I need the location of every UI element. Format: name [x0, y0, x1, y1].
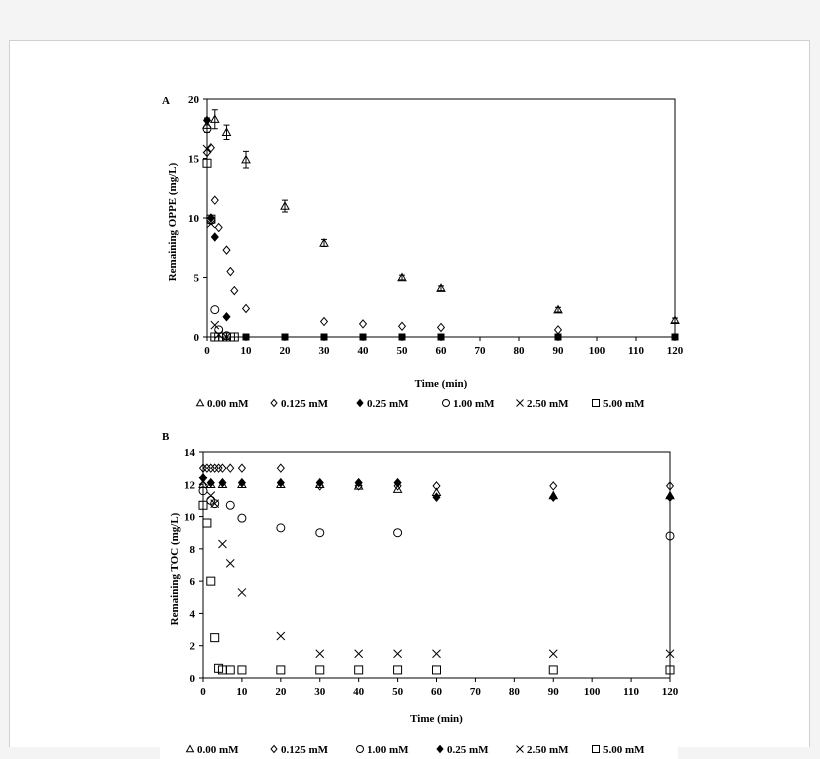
data-point: [360, 320, 367, 328]
x-tick-label: 90: [552, 345, 564, 357]
data-point: [277, 524, 285, 532]
x-axis-label: Time (min): [410, 713, 463, 725]
data-point: [218, 540, 226, 548]
x-tick-label: 30: [314, 686, 326, 698]
data-point: [211, 306, 219, 314]
panel-label: A: [162, 95, 170, 107]
data-point: [555, 334, 562, 341]
x-tick-label: 10: [236, 686, 248, 698]
data-point: [394, 650, 402, 658]
x-tick-label: 70: [474, 345, 486, 357]
data-point: [316, 666, 324, 674]
data-point: [238, 514, 246, 522]
y-tick-label: 20: [188, 94, 199, 106]
data-point: [227, 268, 234, 276]
x-tick-label: 0: [204, 345, 210, 357]
data-point: [555, 326, 562, 334]
legend-label: 5.00 mM: [603, 744, 645, 756]
data-point: [667, 493, 674, 501]
data-point: [231, 287, 238, 295]
legend-marker: [437, 746, 443, 753]
data-point: [207, 492, 215, 500]
panel-a: [162, 94, 684, 410]
data-point: [321, 318, 328, 326]
y-tick-label: 6: [189, 576, 195, 589]
data-point: [277, 666, 285, 674]
data-point: [399, 334, 406, 341]
x-tick-label: 110: [623, 686, 640, 698]
data-point: [355, 666, 363, 674]
figure: [160, 91, 684, 759]
data-point: [215, 224, 222, 232]
data-point: [238, 588, 246, 596]
legend-label: 1.00 mM: [453, 398, 495, 410]
x-tick-label: 20: [279, 345, 291, 357]
x-tick-label: 60: [435, 345, 447, 357]
series-0-125-mM: [200, 464, 674, 490]
y-axis-label: Remaining OPPE (mg/L): [167, 162, 179, 282]
legend-label: 2.50 mM: [527, 398, 569, 410]
data-point: [550, 482, 557, 490]
y-tick-label: 12: [184, 479, 195, 492]
panel-b: [162, 431, 679, 756]
x-tick-label: 120: [666, 345, 684, 357]
data-point: [243, 334, 250, 341]
data-point: [399, 322, 406, 330]
legend-marker: [517, 746, 524, 753]
y-tick-label: 10: [188, 213, 199, 225]
data-point: [211, 233, 218, 241]
legend-label: 0.125 mM: [281, 398, 329, 410]
legend: [187, 744, 646, 756]
x-tick-label: 100: [588, 345, 606, 357]
legend-marker: [593, 746, 600, 753]
x-tick-label: 50: [392, 686, 404, 698]
legend-label: 0.25 mM: [367, 398, 409, 410]
data-point: [211, 196, 218, 204]
data-point: [355, 650, 363, 658]
series-0-00-mM: [203, 110, 679, 324]
data-point: [227, 464, 234, 472]
y-tick-label: 14: [184, 447, 195, 459]
legend-marker: [517, 400, 524, 407]
data-point: [672, 334, 679, 341]
y-axis-label: Remaining TOC (mg/L): [169, 512, 181, 626]
legend-label: 0.125 mM: [281, 744, 329, 756]
data-point: [360, 334, 367, 341]
figure-frame: [9, 40, 810, 756]
data-point: [316, 529, 324, 537]
chart-canvas: [160, 91, 684, 759]
data-point: [223, 313, 230, 321]
x-axis-label: Time (min): [414, 378, 468, 390]
data-point: [433, 650, 441, 658]
legend-label: 0.00 mM: [197, 744, 239, 756]
y-tick-label: 10: [184, 511, 195, 524]
x-tick-label: 110: [628, 345, 644, 357]
x-tick-label: 40: [357, 345, 369, 357]
legend-marker: [271, 400, 277, 407]
y-tick-label: 5: [193, 272, 199, 285]
plot-area: [203, 452, 670, 678]
series-0-125-mM: [204, 144, 562, 334]
data-point: [243, 304, 250, 312]
data-point: [282, 334, 289, 341]
y-tick-label: 0: [193, 332, 199, 344]
x-tick-label: 100: [583, 686, 601, 698]
data-point: [277, 464, 284, 472]
legend-marker: [593, 400, 600, 407]
legend-label: 2.50 mM: [527, 744, 569, 756]
legend-label: 0.00 mM: [207, 398, 249, 410]
data-point: [203, 519, 211, 527]
data-point: [207, 577, 215, 585]
y-tick-label: 2: [189, 640, 195, 653]
legend: [197, 398, 646, 410]
legend-marker: [197, 400, 204, 406]
y-tick-label: 0: [189, 673, 195, 685]
data-point: [433, 493, 440, 501]
data-point: [549, 650, 557, 658]
data-point: [394, 666, 402, 674]
data-point: [277, 632, 285, 640]
data-point: [316, 650, 324, 658]
plot-area: [207, 99, 675, 337]
legend-label: 1.00 mM: [367, 744, 409, 756]
y-tick-label: 8: [189, 543, 195, 556]
data-point: [549, 666, 557, 674]
panel-label: B: [162, 431, 170, 443]
data-point: [438, 323, 445, 331]
data-point: [223, 246, 230, 254]
data-point: [226, 666, 234, 674]
data-point: [321, 334, 328, 341]
x-tick-label: 80: [513, 345, 525, 357]
legend-marker: [357, 746, 364, 753]
x-tick-label: 70: [469, 686, 481, 698]
x-tick-label: 60: [431, 686, 442, 698]
legend-marker: [357, 400, 363, 407]
x-tick-label: 20: [275, 686, 287, 698]
data-point: [394, 529, 402, 537]
x-tick-label: 30: [318, 345, 330, 357]
legend-marker: [187, 746, 194, 752]
series-5-00-mM: [199, 501, 674, 674]
legend-marker: [443, 400, 450, 407]
legend-label: 0.25 mM: [447, 744, 489, 756]
legend-marker: [271, 746, 277, 753]
data-point: [550, 493, 557, 501]
data-point: [226, 501, 234, 509]
x-tick-label: 90: [547, 686, 559, 698]
data-point: [433, 666, 441, 674]
series-5-00-mM: [203, 159, 238, 341]
x-tick-label: 120: [661, 686, 679, 698]
data-point: [238, 666, 246, 674]
series-2-50-mM: [199, 477, 674, 658]
x-tick-label: 40: [353, 686, 365, 698]
y-tick-label: 15: [188, 153, 199, 166]
x-tick-label: 80: [508, 686, 520, 698]
data-point: [239, 464, 246, 472]
data-point: [211, 634, 219, 642]
x-tick-label: 10: [240, 345, 252, 357]
x-tick-label: 0: [200, 686, 206, 698]
data-point: [226, 559, 234, 567]
x-tick-label: 50: [396, 345, 408, 357]
data-point: [438, 334, 445, 341]
y-tick-label: 4: [189, 608, 195, 621]
legend-label: 5.00 mM: [603, 398, 645, 410]
